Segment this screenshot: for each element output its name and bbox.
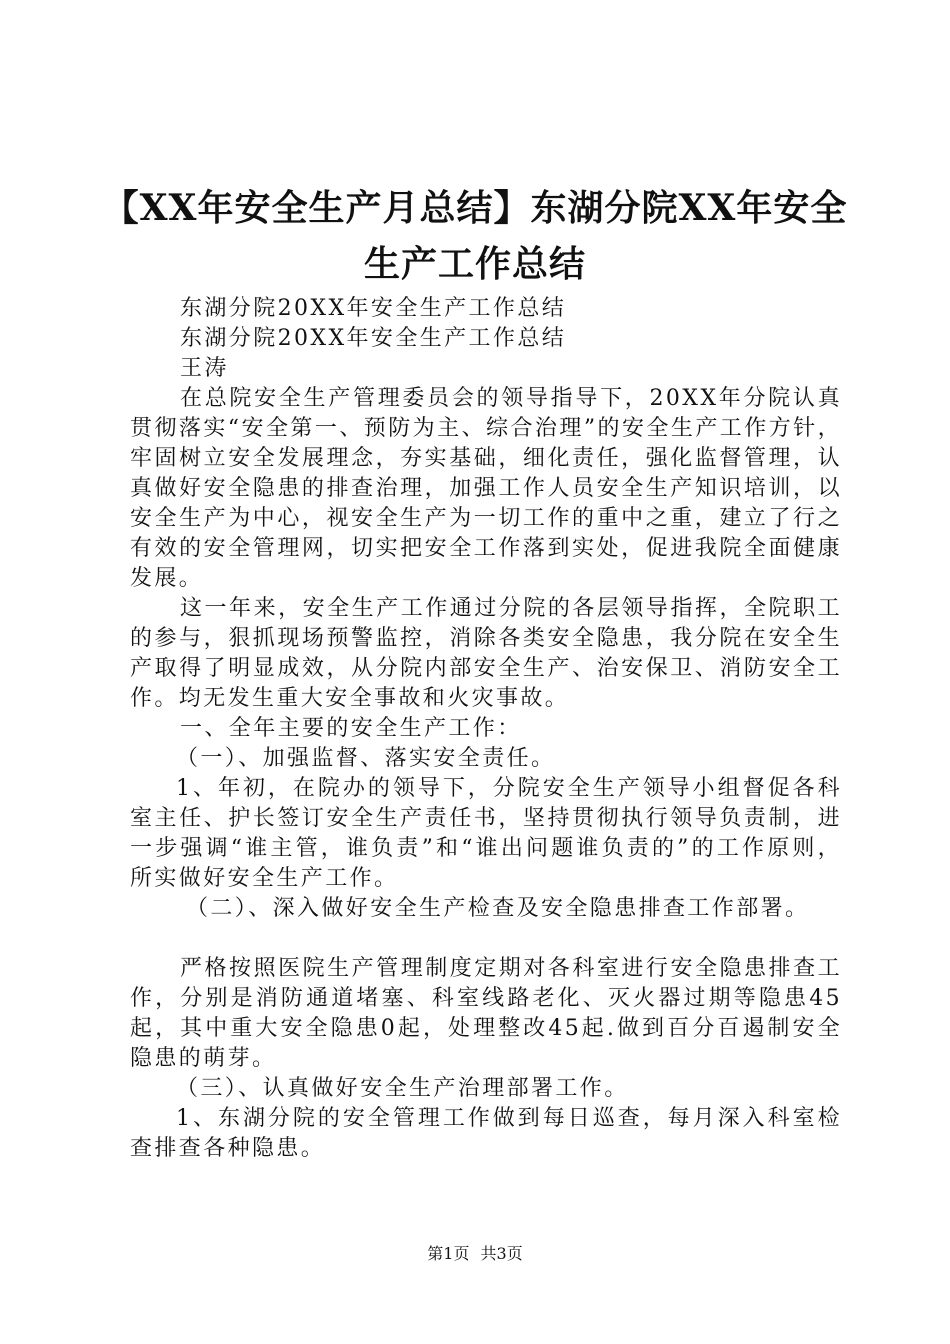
item-paragraph-2: 1、东湖分院的安全管理工作做到每日巡查，每月深入科室检查排查各种隐患。 <box>130 1106 842 1161</box>
subtitle-paragraph: 东湖分院20XX年安全生产工作总结 <box>180 296 567 321</box>
author-name: 王涛 <box>180 356 229 381</box>
page-footer <box>0 1242 950 1266</box>
summary-paragraph: 这一年来，安全生产工作通过分院的各层领导指挥，全院职工的参与，狠抓现场预警监控，消除各类安全隐患，我分院在安全生产取得了明显成效，从分院内部安全生产、治安保卫、消防安全工作。均无发生重大安全事故和火灾事故。 <box>130 596 842 711</box>
item-paragraph-1: 1、年初，在院办的领导下，分院安全生产领导小组督促各科室主任、护长签订安全生产责任书，坚持贯彻执行领导负责制，进一步强调“谁主管，谁负责”和“谁出问题谁负责的”的工作原则，所实做好安全生产工作。 <box>130 776 842 891</box>
document-title-line-2: 生产工作总结 <box>363 243 586 285</box>
inspection-paragraph: 严格按照医院生产管理制度定期对各科室进行安全隐患排查工作，分别是消防通道堵塞、科室线路老化、灭火器过期等隐患45起，其中重大安全隐患0起，处理整改45起.做到百分百遏制安全隐患的萌芽。 <box>130 956 842 1071</box>
subsection-heading-3: （三）、认真做好安全生产治理部署工作。 <box>176 1076 629 1101</box>
document-body <box>130 294 842 1164</box>
document-title-line-1: 【XX年安全生产月总结】东湖分院XX年安全 <box>102 187 848 229</box>
page-number: 第1页 <box>427 1244 470 1263</box>
page-total: 共3页 <box>480 1244 523 1263</box>
blank-line <box>130 924 842 954</box>
subsection-heading-2: （二）、深入做好安全生产检查及安全隐患排查工作部署。 <box>186 896 810 921</box>
subtitle-paragraph-repeat: 东湖分院20XX年安全生产工作总结 <box>180 326 567 351</box>
subsection-heading-1: （一）、加强监督、落实安全责任。 <box>176 746 556 771</box>
intro-paragraph: 在总院安全生产管理委员会的领导指导下，20XX年分院认真贯彻落实“安全第一、预防为主、综合治理”的安全生产工作方针，牢固树立安全发展理念，夯实基础，细化责任，强化监督管理，认真做好安全隐患的排查治理，加强工作人员安全生产知识培训，以安全生产为中心，视安全生产为一切工作的重中之重，建立了行之有效的安全管理网，切实把安全工作落到实处，促进我院全面健康发展。 <box>130 386 842 591</box>
section-heading-1: 一、全年主要的安全生产工作： <box>180 716 522 741</box>
